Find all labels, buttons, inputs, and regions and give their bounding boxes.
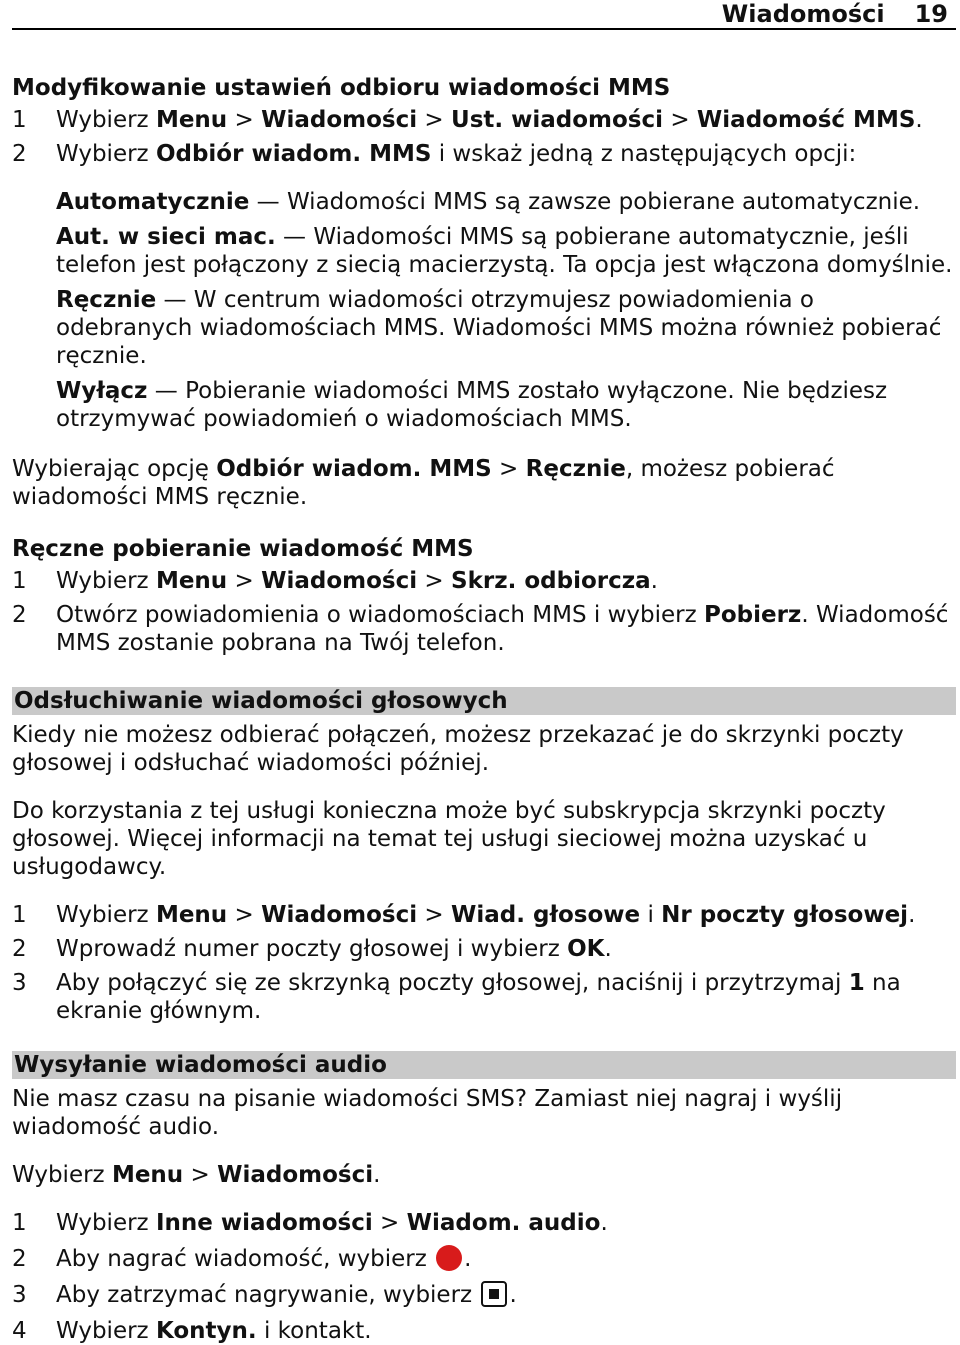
menu-path-item: Nr poczty głosowej [661, 902, 909, 928]
paragraph [12, 1161, 956, 1189]
paragraph-text: , możesz pobierać wiadomości MMS ręcznie. [12, 456, 835, 510]
menu-path-item: Wiadomości [261, 107, 418, 133]
section-heading: Modyfikowanie ustawień odbioru wiadomości MMS [12, 75, 671, 101]
path-separator: > [372, 1210, 407, 1236]
step-text: i [640, 902, 662, 928]
step-number: 3 [12, 1282, 27, 1308]
step-text: . [908, 902, 916, 928]
path-separator: > [227, 902, 262, 928]
paragraph: Kiedy nie możesz odbierać połączeń, możesz przekazać je do skrzynki poczty głosowej i odsłuchać wiadomości później. [12, 722, 904, 776]
option-term: Automatycznie [56, 189, 250, 215]
page-header [12, 0, 956, 30]
path-separator: > [227, 107, 262, 133]
option-term: Wyłącz [56, 378, 148, 404]
menu-path-item: Skrz. odbiorcza [451, 568, 651, 594]
step-text: Wybierz [56, 1318, 156, 1344]
menu-path-item: Menu [155, 902, 228, 928]
option-term: Aut. w sieci mac. [56, 224, 276, 250]
paragraph-text: . [373, 1162, 381, 1188]
path-separator: > [663, 107, 697, 133]
path-separator: > [183, 1162, 218, 1188]
menu-path-item: Wiadom. audio [406, 1210, 601, 1236]
step-text: Wybierz [56, 141, 156, 167]
key-label: 1 [848, 970, 865, 996]
step-text: . [464, 1246, 472, 1272]
path-separator: > [491, 456, 526, 482]
step-text: i kontakt. [256, 1318, 372, 1344]
paragraph: Do korzystania z tej usługi konieczna może być subskrypcja skrzynki poczty głosowej. Więcej informacji na temat tej usługi sieciowej można uzyskać u usługodawcy. [12, 798, 886, 880]
step-number: 2 [12, 602, 27, 628]
menu-path-item: Odbiór wiadom. MMS [216, 456, 492, 482]
menu-path-item: Odbiór wiadom. MMS [155, 141, 432, 167]
step-text: . Wiadomość MMS zostanie pobrana na Twój telefon. [56, 602, 949, 656]
step-text: Aby nagrać wiadomość, wybierz [56, 1246, 435, 1272]
step-number: 3 [12, 970, 27, 996]
step-item [12, 140, 956, 168]
menu-path-item: Wiadomości [261, 568, 418, 594]
step-text: Otwórz powiadomienia o wiadomościach MMS i wybierz [56, 602, 704, 628]
header-page-number: 19 [914, 0, 948, 28]
path-separator: > [417, 568, 452, 594]
step-text: Wprowadź numer poczty głosowej i wybierz [56, 936, 568, 962]
record-icon [436, 1245, 462, 1271]
menu-path-item: Wiadomości [217, 1162, 374, 1188]
menu-path-item: Pobierz [703, 602, 802, 628]
menu-path-item: Menu [111, 1162, 184, 1188]
step-text: . [915, 107, 923, 133]
step-text: na ekranie głównym. [56, 970, 901, 1024]
paragraph: Nie masz czasu na pisanie wiadomości SMS? Zamiast niej nagraj i wyślij wiadomość audio. [12, 1086, 843, 1140]
step-text: . [600, 1210, 608, 1236]
step-text: Aby połączyć się ze skrzynką poczty głosowej, naciśnij i przytrzymaj [56, 970, 849, 996]
section-heading: Odsłuchiwanie wiadomości głosowych [12, 687, 956, 715]
option-item [12, 286, 956, 370]
menu-path-item: Kontyn. [155, 1318, 257, 1344]
step-item [12, 1281, 956, 1309]
menu-path-item: Inne wiadomości [155, 1210, 373, 1236]
option-item [12, 223, 956, 279]
paragraph [12, 455, 956, 511]
menu-path-item: Wiadomości [261, 902, 418, 928]
option-description: — Pobieranie wiadomości MMS zostało wyłączone. Nie będziesz otrzymywać powiadomień o wiadomościach MMS. [56, 378, 888, 432]
menu-path-item: Menu [155, 568, 228, 594]
step-number: 2 [12, 141, 27, 167]
section-manual-download [12, 535, 956, 657]
step-text: Wybierz [56, 568, 156, 594]
paragraph-text: Wybierając opcję [12, 456, 217, 482]
path-separator: > [227, 568, 262, 594]
paragraph-text: Wybierz [12, 1162, 112, 1188]
option-description: — W centrum wiadomości otrzymujesz powiadomienia o odebranych wiadomościach MMS. Wiadomości MMS można również pobierać ręcznie. [56, 287, 942, 369]
step-number: 2 [12, 936, 27, 962]
step-item [12, 567, 956, 595]
step-number: 1 [12, 107, 27, 133]
step-number: 1 [12, 1210, 27, 1236]
step-text: . [650, 568, 658, 594]
section-heading: Wysyłanie wiadomości audio [12, 1051, 956, 1079]
option-item [12, 377, 956, 433]
menu-path-item: Ręcznie [525, 456, 626, 482]
step-item [12, 935, 956, 963]
step-item [12, 901, 956, 929]
section-voicemail [12, 687, 956, 1025]
menu-path-item: Wiad. głosowe [451, 902, 641, 928]
step-item [12, 1245, 956, 1273]
step-text: . [604, 936, 612, 962]
step-number: 2 [12, 1246, 27, 1272]
step-item [12, 969, 956, 1025]
step-number: 1 [12, 902, 27, 928]
section-audio-message [12, 1051, 956, 1345]
section-heading: Ręczne pobieranie wiadomość MMS [12, 536, 474, 562]
document-page [12, 0, 956, 1345]
step-item [12, 1209, 956, 1237]
menu-path-item: Wiadomość MMS [696, 107, 916, 133]
menu-path-item: Ust. wiadomości [451, 107, 664, 133]
step-item [12, 601, 956, 657]
option-item [12, 188, 956, 216]
step-number: 4 [12, 1318, 27, 1344]
step-text: Wybierz [56, 107, 156, 133]
option-description: — Wiadomości MMS są pobierane automatycznie, jeśli telefon jest połączony z siecią macierzystą. Ta opcja jest włączona domyślnie. [56, 224, 953, 278]
option-description: — Wiadomości MMS są zawsze pobierane automatycznie. [249, 189, 921, 215]
step-number: 1 [12, 568, 27, 594]
step-text: . [509, 1282, 517, 1308]
path-separator: > [417, 902, 452, 928]
step-item [12, 106, 956, 134]
menu-path-item: Menu [155, 107, 228, 133]
step-item [12, 1317, 956, 1345]
stop-icon [481, 1281, 507, 1307]
step-text: Wybierz [56, 1210, 156, 1236]
header-section-title: Wiadomości [721, 0, 885, 28]
path-separator: > [417, 107, 452, 133]
menu-path-item: OK [567, 936, 605, 962]
step-text: Wybierz [56, 902, 156, 928]
option-term: Ręcznie [56, 287, 157, 313]
section-mms-settings [12, 74, 956, 511]
step-text: Aby zatrzymać nagrywanie, wybierz [56, 1282, 480, 1308]
step-text: i wskaż jedną z następujących opcji: [431, 141, 857, 167]
